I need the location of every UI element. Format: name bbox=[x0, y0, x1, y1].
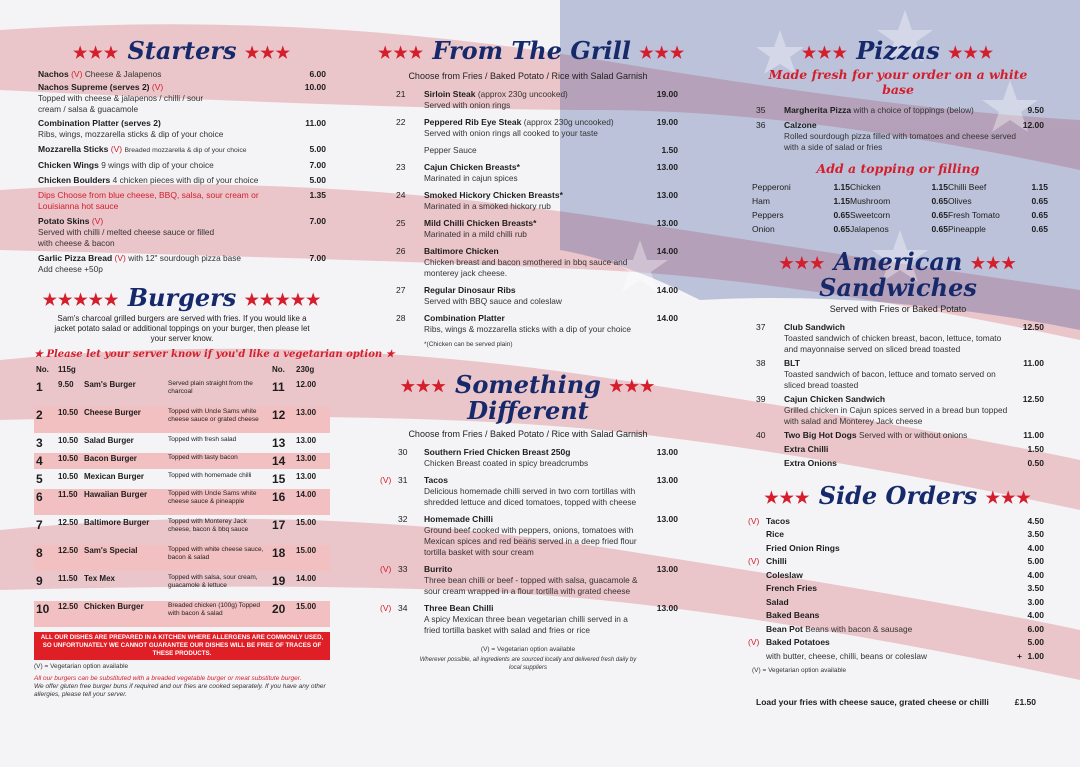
starter-item: Nachos Supreme (serves 2) (V) 10.00 Topped with cheese & jalapenos / chilli / sour cream / salsa & guacamole bbox=[38, 82, 326, 114]
topping-name: Jalapenos bbox=[850, 224, 889, 234]
left-column bbox=[34, 0, 395, 699]
starter-item: Garlic Pizza Bread (V) with 12" sourdough pizza base 7.00 bbox=[38, 253, 326, 263]
topping-name: Chilli Beef bbox=[948, 182, 987, 192]
topping-grid bbox=[752, 182, 1048, 234]
sandwich-item: Extra Onions 0.50 bbox=[784, 457, 1044, 468]
burger-row: 6 11.50 Hawaiian Burger Topped with Uncle Sams white cheese sauce & pineapple 16 14.00 bbox=[34, 489, 330, 515]
topping-price: 0.65 bbox=[1031, 210, 1048, 220]
burger-row: 2 10.50 Cheese Burger Topped with Uncle Sams white cheese sauce or grated cheese 12 13.00 bbox=[34, 407, 330, 433]
burgers-table bbox=[34, 362, 330, 377]
side-item: Baked Beans 4.00 bbox=[766, 610, 1044, 620]
side-item: (V) Chilli 5.00 bbox=[748, 556, 1044, 566]
sides-list bbox=[748, 515, 1044, 649]
starter-item: Mozzarella Sticks (V) Breaded mozzarella & dip of your choice 5.00 bbox=[38, 144, 326, 154]
pizzas-tagline: Made fresh for your order on a white base bbox=[768, 67, 1028, 97]
grill-item: 23 Cajun Chicken Breasts* 13.00 Marinated in cajun spices bbox=[396, 162, 678, 183]
topping-price: 0.65 bbox=[931, 210, 948, 220]
grill-item: 26 Baltimore Chicken 14.00 Chicken breast and bacon smothered in bbq sauce and monterey jack cheese. bbox=[396, 246, 678, 278]
starter-item-dips: Dips Choose from blue cheese, BBQ, salsa, sour cream or Louisianna hot sauce 1.35 bbox=[38, 190, 326, 211]
starter-item: Potato Skins (V) 7.00 Served with chilli / melted cheese sauce or filled with cheese & bacon bbox=[38, 216, 326, 248]
topping-price: 1.15 bbox=[833, 196, 850, 206]
side-item: (V) Tacos 4.50 bbox=[748, 515, 1044, 526]
topping-name: Peppers bbox=[752, 210, 784, 220]
topping-name: Fresh Tomato bbox=[948, 210, 1000, 220]
grill-item: 21 Sirloin Steak (approx 230g uncooked) 19.00 Served with onion rings bbox=[396, 89, 678, 110]
burger-row: 7 12.50 Baltimore Burger Topped with Monterey Jack cheese, bacon & bbq sauce 17 15.00 bbox=[36, 518, 317, 533]
topping-price: 0.65 bbox=[1031, 224, 1048, 234]
sandwich-list bbox=[752, 322, 1044, 469]
side-item: Fried Onion Rings 4.00 bbox=[766, 542, 1044, 553]
grill-item: 27 Regular Dinosaur Ribs 14.00 Served with BBQ sauce and coleslaw bbox=[396, 285, 678, 306]
pizza-item: 35 Margherita Pizza with a choice of toppings (below) 9.50 bbox=[756, 105, 1044, 115]
burger-row: 4 10.50 Bacon Burger Topped with tasty bacon 14 13.00 bbox=[34, 453, 330, 469]
something-different-heading: ★★★ Something ★★★ Different bbox=[400, 370, 656, 425]
starters-heading: ★★★ Starters ★★★ bbox=[73, 36, 291, 65]
vegetarian-option-note: ★ Please let your server know if you'd like a vegetarian option ★ bbox=[34, 349, 395, 360]
grill-chicken-note: *(Chicken can be served plain) bbox=[424, 341, 513, 348]
local-suppliers-note: Wherever possible, all ingredients are sourced locally and delivered fresh daily by local suppliers bbox=[419, 656, 637, 671]
topping-name: Sweetcorn bbox=[850, 210, 891, 220]
potato-extras: with butter, cheese, chilli, beans or coleslaw + 1.00 bbox=[766, 650, 1044, 661]
different-vegetarian-key: (V) = Vegetarian option available bbox=[480, 645, 576, 653]
load-fries-offer: Load your fries with cheese sauce, grated cheese or chilli £1.50 bbox=[756, 696, 1036, 707]
topping-price: 0.65 bbox=[833, 224, 850, 234]
different-item: 32 Homemade Chilli 13.00 Ground beef cooked with peppers, onions, tomatoes with Mexican spices and red beans served in a deep fried flour tortilla basket with sour cream bbox=[398, 513, 678, 557]
topping-price: 1.15 bbox=[931, 182, 948, 192]
topping-name: Pepperoni bbox=[752, 182, 791, 192]
sandwich-item: 38 BLT 11.00 Toasted sandwich of bacon, lettuce and tomato served on sliced bread toasted bbox=[756, 357, 1044, 390]
burgers-table-header: No. 115g No. 230g bbox=[36, 365, 315, 374]
gluten-free-note: We offer gluten free burger buns if required and our fries are cooked separately. If you have any other allergies, please tell your server. bbox=[34, 683, 326, 698]
sandwich-item: 37 Club Sandwich 12.50 Toasted sandwich of chicken breast, bacon, lettuce, tomato and mayonnaise served on sliced bread toasted bbox=[756, 321, 1044, 354]
burger-row: 1 9.50 Sam's Burger Served plain straight from the charcoal 11 12.00 bbox=[36, 380, 317, 395]
burger-row: 5 10.50 Mexican Burger Topped with homemade chilli 15 13.00 bbox=[36, 472, 317, 486]
topping-price: 1.15 bbox=[1031, 182, 1048, 192]
topping-price: 0.65 bbox=[931, 224, 948, 234]
allergen-banner: ALL OUR DISHES ARE PREPARED IN A KITCHEN WHERE ALLERGENS ARE COMMONLY USED, SO UNFORTUNATELY WE CANNOT GUARANTEE OUR DISHES WILL BE FREE OF TRACES OF THESE PRODUCTS. bbox=[34, 632, 330, 660]
side-item: French Fries 3.50 bbox=[766, 583, 1044, 593]
side-item: Rice 3.50 bbox=[766, 529, 1044, 539]
grill-item: 24 Smoked Hickory Chicken Breasts* 13.00 Marinated in a smoked hickory rub bbox=[396, 190, 678, 211]
burger-row: 10 12.50 Chicken Burger Breaded chicken (100g) Topped with bacon & salad 20 15.00 bbox=[34, 601, 330, 627]
starter-item: Nachos (V) Cheese & Jalapenos 6.00 bbox=[38, 69, 326, 79]
different-item: (V) 34 Three Bean Chilli 13.00 A spicy Mexican three bean vegetarian chilli served in a fried tortilla basket with salad and fries or rice bbox=[380, 602, 678, 635]
topping-price: 0.65 bbox=[931, 196, 948, 206]
side-item: (V) Baked Potatoes 5.00 bbox=[748, 637, 1044, 647]
burger-row: 9 11.50 Tex Mex Topped with salsa, sour cream, guacamole & lettuce 19 14.00 bbox=[36, 574, 317, 589]
side-item: Coleslaw 4.00 bbox=[766, 569, 1044, 580]
sandwich-item: 39 Cajun Chicken Sandwich 12.50 Grilled chicken in Cajun spices served in a bread bun topped with salad and Monterey Jack cheese bbox=[756, 393, 1044, 426]
grill-heading: ★★★ From The Grill ★★★ bbox=[378, 36, 686, 65]
topping-name: Olives bbox=[948, 196, 972, 206]
starters-list bbox=[38, 69, 326, 275]
topping-name: Chicken bbox=[850, 182, 881, 192]
pizza-item: 36 Calzone 12.00 Rolled sourdough pizza filled with tomatoes and cheese served with a side of salad or fries bbox=[756, 120, 1044, 152]
different-item: (V) 33 Burrito 13.00 Three bean chilli or beef - topped with salsa, guacamole & sour cream wrapped in a flour tortilla with grated cheese bbox=[380, 563, 678, 596]
sandwiches-heading: ★★★ American ★★★ Sandwiches bbox=[779, 247, 1017, 302]
topping-price: 1.15 bbox=[833, 182, 850, 192]
starter-item: Combination Platter (serves 2) 11.00 Ribs, wings, mozzarella sticks & dip of your choice bbox=[38, 118, 326, 139]
sandwiches-subtitle: Served with Fries or Baked Potato bbox=[829, 303, 967, 314]
burger-row: 8 12.50 Sam's Special Topped with white cheese sauce, bacon & salad 18 15.00 bbox=[34, 545, 330, 571]
burgers-heading: ★★★★★ Burgers ★★★★★ bbox=[42, 283, 322, 312]
topping-name: Ham bbox=[752, 196, 770, 206]
sandwich-item: Extra Chilli 1.50 bbox=[784, 443, 1044, 454]
grill-item: 1.50 Pepper Sauce bbox=[424, 145, 678, 155]
pizzas-heading: ★★★ Pizzas ★★★ bbox=[801, 36, 995, 65]
topping-price: 0.65 bbox=[833, 210, 850, 220]
topping-name: Pineapple bbox=[948, 224, 986, 234]
grill-item: 22 Peppered Rib Eye Steak (approx 230g uncooked) 19.00 Served with onion rings all cooked to your taste bbox=[396, 117, 678, 138]
pizza-list bbox=[752, 105, 1044, 153]
topping-name: Mushroom bbox=[850, 196, 891, 206]
different-list bbox=[378, 447, 678, 636]
side-item: Salad 3.00 bbox=[766, 596, 1044, 607]
starter-item: Chicken Boulders 4 chicken pieces with dip of your choice 5.00 bbox=[38, 175, 326, 185]
burger-row: 3 10.50 Salad Burger Topped with fresh salad 13 13.00 bbox=[36, 436, 317, 450]
topping-name: Onion bbox=[752, 224, 775, 234]
burger-substitute-note: All our burgers can be substituted with a breaded vegetable burger or meat substitute burger. bbox=[34, 675, 302, 682]
side-item: Bean Pot Beans with bacon & sausage 6.00 bbox=[766, 623, 1044, 634]
different-item: 30 Southern Fried Chicken Breast 250g 13.00 Chicken Breast coated in spicy breadcrumbs bbox=[398, 446, 678, 468]
different-item: (V) 31 Tacos 13.00 Delicious homemade chilli served in two corn tortillas with shredded lettuce and diced tomatoes, topped with cheese bbox=[380, 474, 678, 507]
grill-subtitle: Choose from Fries / Baked Potato / Rice with Salad Garnish bbox=[408, 71, 648, 81]
grill-item: 28 Combination Platter 14.00 Ribs, wings & mozzarella sticks with a dip of your choice bbox=[396, 313, 678, 334]
topping-heading: Add a topping or filling bbox=[816, 161, 980, 176]
burgers-rows bbox=[34, 377, 330, 629]
right-column bbox=[748, 0, 1048, 708]
sandwich-item: 40 Two Big Hot Dogs Served with or without onions 11.00 bbox=[756, 429, 1044, 440]
grill-list bbox=[378, 89, 678, 335]
grill-item: 25 Mild Chilli Chicken Breasts* 13.00 Marinated in a mild chilli rub bbox=[396, 218, 678, 239]
starter-item: Chicken Wings 9 wings with dip of your choice 7.00 bbox=[38, 160, 326, 170]
sides-vegetarian-key: (V) = Vegetarian option available bbox=[752, 666, 847, 674]
vegetarian-key: (V) = Vegetarian option available bbox=[34, 663, 129, 670]
side-orders-heading: ★★★ Side Orders ★★★ bbox=[764, 480, 1032, 510]
different-subtitle: Choose from Fries / Baked Potato / Rice with Salad Garnish bbox=[408, 428, 648, 439]
topping-price: 0.65 bbox=[1031, 196, 1048, 206]
middle-column bbox=[378, 0, 686, 672]
burgers-intro: Sam's charcoal grilled burgers are served with fries. If you would like a jacket potato salad or additional toppings on your burger, then please let your server know. bbox=[54, 314, 310, 343]
add-cheese-note: Add cheese +50p bbox=[38, 264, 103, 274]
